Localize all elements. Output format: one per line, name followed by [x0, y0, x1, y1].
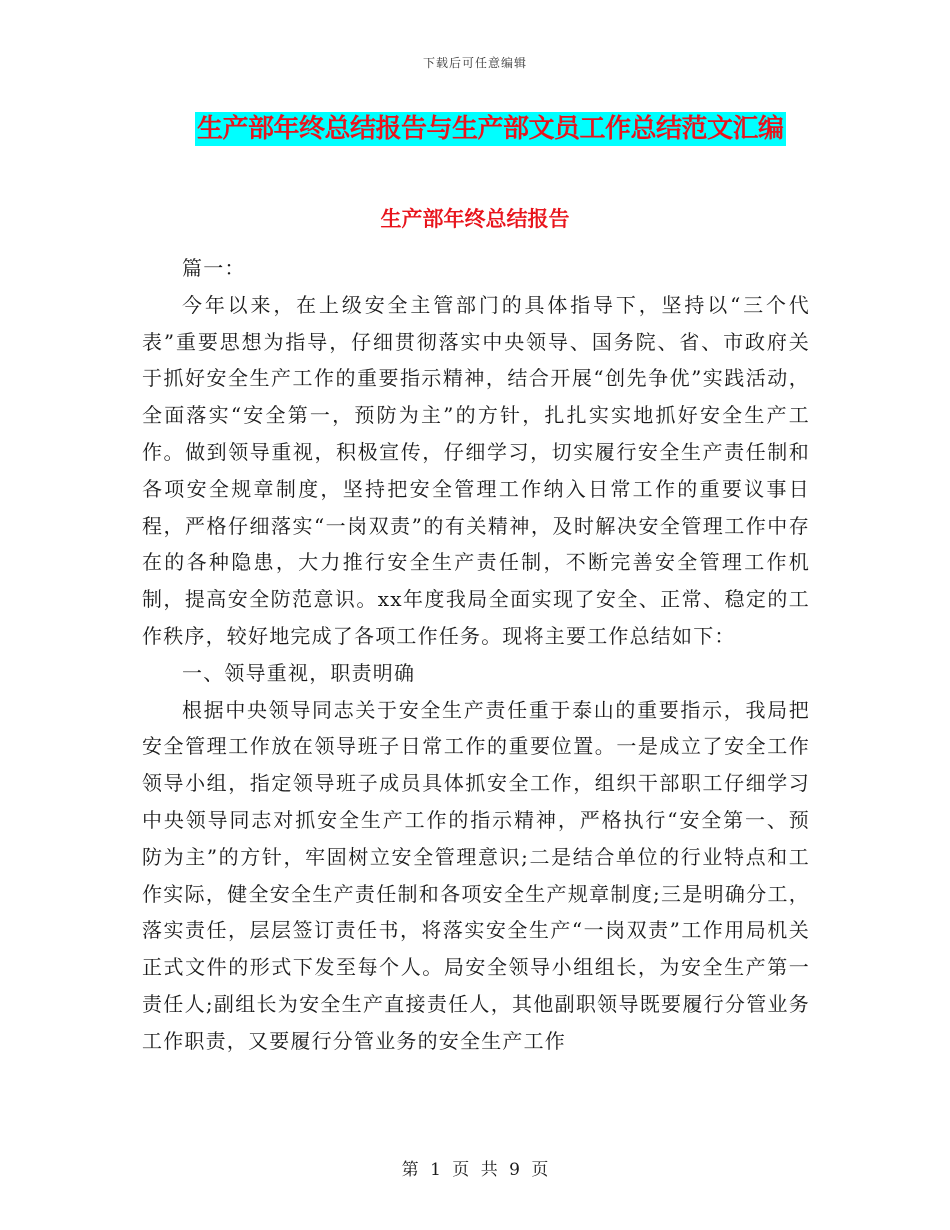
body-text	[142, 250, 810, 1060]
section-title: 生产部年终总结报告	[380, 207, 570, 231]
paragraph-part-label: 篇一：	[182, 256, 246, 280]
document-title: 生产部年终总结报告与生产部文员工作总结范文汇编	[197, 114, 784, 144]
paragraph-intro: 今年以来，在上级安全主管部门的具体指导下，坚持以“三个代表”重要思想为指导，仔细贯彻落实中央领导、国务院、省、市政府关于抓好安全生产工作的重要指示精神，结合开展“创先争优”实践活动，全面落实“安全第一，预防为主”的方针，扎扎实实地抓好安全生产工作。做到领导重视，积极宣传，仔细学习，切实履行安全生产责任制和各项安全规章制度，坚持把安全管理工作纳入日常工作的重要议事日程，严格仔细落实“一岗双责”的有关精神，及时解决安全管理工作中存在的各种隐患，大力推行安全生产责任制，不断完善安全管理工作机制，提高安全防范意识。xx年度我局全面实现了安全、正常、稳定的工作秩序，较好地完成了各项工作任务。现将主要工作总结如下：	[142, 292, 810, 648]
page-number-footer: 第 1 页 共 9 页	[401, 1160, 549, 1180]
header-note: 下载后可任意编辑	[422, 56, 527, 70]
paragraph-leadership: 根据中央领导同志关于安全生产责任重于泰山的重要指示，我局把安全管理工作放在领导班子日常工作的重要位置。一是成立了安全工作领导小组，指定领导班子成员具体抓安全工作，组织干部职工仔细学习中央领导同志对抓安全生产工作的指示精神，严格执行“安全第一、预防为主”的方针，牢固树立安全管理意识;二是结合单位的行业特点和工作实际，健全安全生产责任制和各项安全生产规章制度;三是明确分工，落实责任，层层签订责任书，将落实安全生产“一岗双责”工作用局机关正式文件的形式下发至每个人。局安全领导小组组长，为安全生产第一责任人;副组长为安全生产直接责任人，其他副职领导既要履行分管业务工作职责，又要履行分管业务的安全生产工作	[142, 697, 810, 1053]
paragraph-heading-1: 一、领导重视，职责明确	[182, 660, 416, 685]
